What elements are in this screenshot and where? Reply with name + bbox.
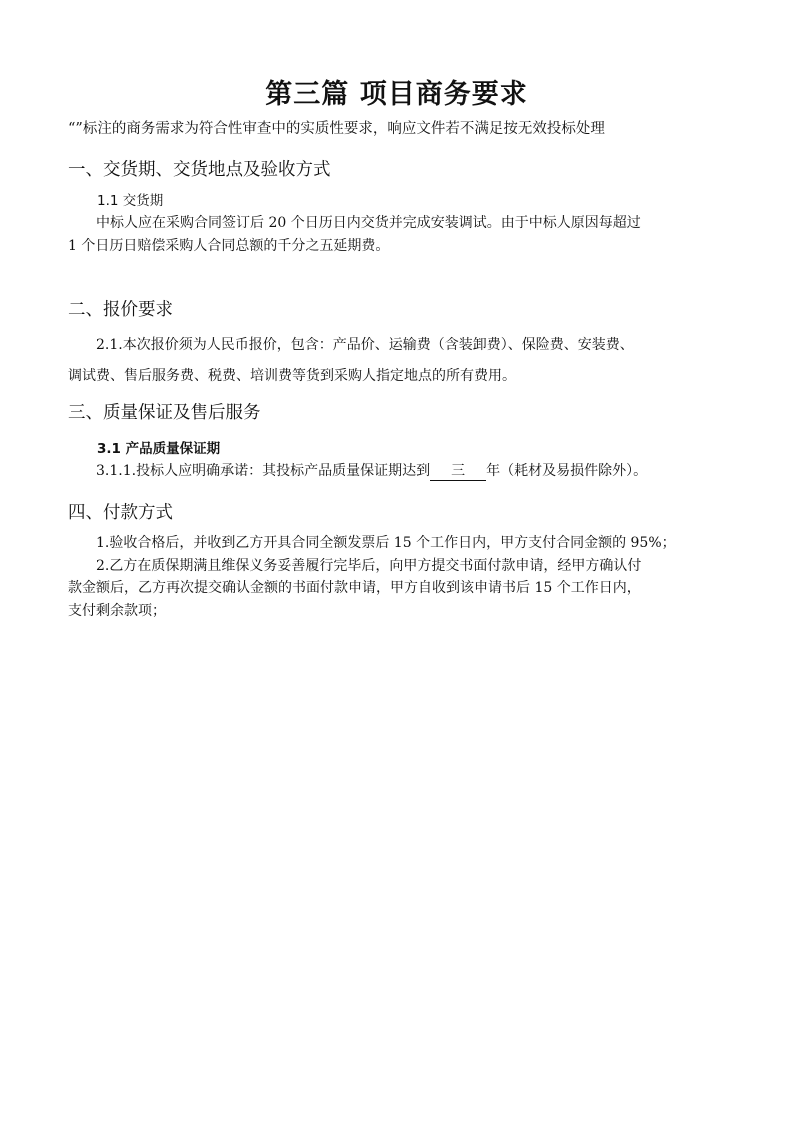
section-heading-quotation: 二、报价要求 [68,300,173,320]
warranty-line-suffix: 年（耗材及易损件除外）。 [486,463,648,479]
paragraph-line: 支付剩余款项； [68,602,166,619]
paragraph-line [68,460,724,483]
section-heading-delivery: 一、交货期、交货地点及验收方式 [68,160,331,180]
quotation-paragraph [68,330,724,392]
payment-paragraph [68,532,724,622]
section-heading-quality: 三、质量保证及售后服务 [68,403,261,423]
warranty-paragraph [68,460,724,483]
substantive-requirement-note: “”标注的商务需求为符合性审查中的实质性要求，响应文件若不满足按无效投标处理 [68,121,605,137]
paragraph-line: 2.乙方在质保期满且维保义务妥善履行完毕后，向甲方提交书面付款申请，经甲方确认付 [96,557,642,574]
delivery-paragraph [68,212,724,257]
paragraph-line: 中标人应在采购合同签订后 20 个日历日内交货并完成安装调试。由于中标人原因每超过 [96,215,641,231]
paragraph-line: 1.验收合格后，并收到乙方开具合同全额发票后 15 个工作日内，甲方支付合同金额的 95%； [96,535,676,551]
paragraph-line: 1 个日历日赔偿采购人合同总额的千分之五延期费。 [68,237,390,254]
warranty-line-prefix: 3.1.1.投标人应明确承诺：其投标产品质量保证期达到 [96,463,431,479]
paragraph-line: 2.1.本次报价须为人民币报价，包含：产品价、运输费（含装卸费）、保险费、安装费、 [96,337,634,353]
paragraph-line: 调试费、售后服务费、税费、培训费等货到采购人指定地点的所有费用。 [68,368,516,384]
section-heading-payment: 四、付款方式 [68,503,173,523]
page-title: 第三篇 项目商务要求 [265,79,528,110]
warranty-years-blank: 三 [430,462,486,481]
subsection-heading-warranty-period: 3.1 产品质量保证期 [97,441,221,457]
paragraph-line: 款金额后，乙方再次提交确认金额的书面付款申请，甲方自收到该申请书后 15 个工作日内， [68,580,641,596]
subsection-heading-delivery-period: 1.1 交货期 [97,193,164,209]
